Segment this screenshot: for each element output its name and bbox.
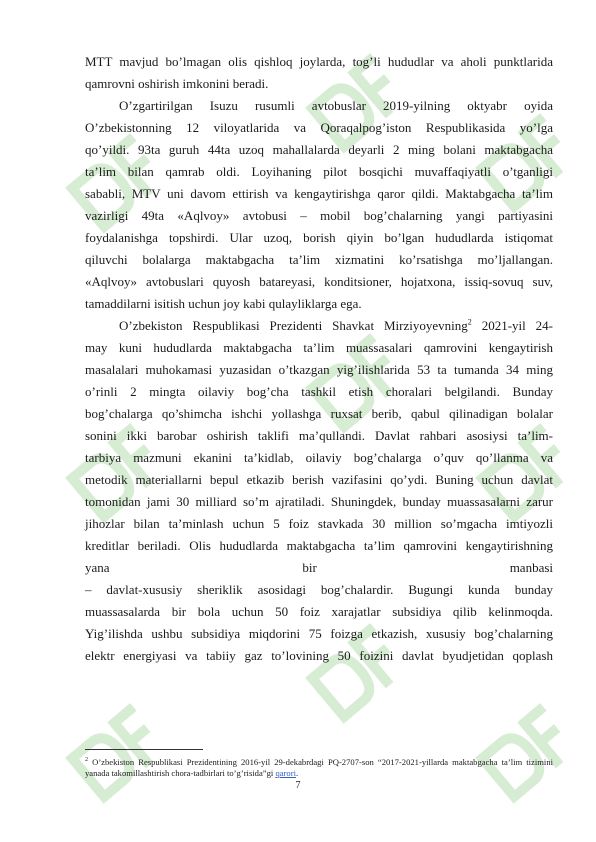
paragraph-line: bog’chalarga qo’shimcha ishchi yollashga ruxsat berib, qabul qilinadigan bolalar <box>85 406 553 421</box>
paragraph-1 <box>85 51 553 95</box>
paragraph-line: masalalari muhokamasi yuzasidan o’tkazgan yig’ilishlarida 53 ta tumanda 34 ming <box>85 362 553 377</box>
footnote-marker: 2 <box>85 757 88 763</box>
paragraph-line: sonini ikki barobar oshirish taklifi ma’qullandi. Davlat rahbari asosiysi ta’lim- <box>85 428 553 443</box>
paragraph-line: tarbiya mazmuni ekanini ta’kidlab, oilaviy bog’chalarga o’quv qo’llanma va <box>85 450 553 465</box>
paragraph-line <box>85 557 553 579</box>
paragraph-line: jihozlar bilan ta’minlash uchun 5 foiz stavkada 30 million so’mgacha imtiyozli <box>85 516 553 531</box>
footnote-reference[interactable]: 2 <box>467 317 472 327</box>
paragraph-line <box>85 315 553 337</box>
paragraph-3-continued <box>85 557 553 667</box>
paragraph-line: tamaddilarni isitish uchun joy kabi qulayliklarga ega. <box>85 296 362 311</box>
paragraph-line: elektr energiyasi va tabiiy gaz to’lovining 50 foizini davlat byudjetidan qoplash <box>85 648 553 663</box>
paragraph-line: o’rinli 2 mingta oilaviy bog’cha tashkil etish choralari belgilandi. Bunday <box>85 384 553 399</box>
paragraph-line: muassasalarda bir bola uchun 50 foiz xarajatlar subsidiya qilib kelinmoqda. <box>85 604 553 619</box>
word: yana <box>85 560 110 575</box>
paragraph-line: qo’yildi. 93ta guruh 44ta uzoq mahallalarda deyarli 2 ming bolani maktabgacha <box>85 142 553 157</box>
paragraph-line: tomonidan jami 30 milliard so’m ajratiladi. Shuningdek, bunday muassasalarni zarur <box>85 494 553 509</box>
page-number: 7 <box>295 780 301 791</box>
footnote-separator <box>85 749 203 750</box>
paragraph-line: O’zbekistonning 12 viloyatlarida va Qoraqalpog’iston Respublikasida yo’lga <box>85 120 553 135</box>
paragraph-line: O’zgartirilgan Isuzu rusumli avtobuslar 2019-yilning oktyabr oyida <box>119 98 553 113</box>
paragraph-line: ta’lim bilan qamrab oldi. Loyihaning pilot bosqichi muvaffaqiyatli o’tganligi <box>85 164 553 179</box>
paragraph-line: «Aqlvoy» avtobuslari quyosh batareyasi, konditsioner, hojatxona, issiq-sovuq suv, <box>85 274 553 289</box>
footnote <box>85 755 553 779</box>
footnote-link[interactable]: qarori <box>275 767 296 778</box>
paragraph-3 <box>85 315 553 557</box>
paragraph-2 <box>85 95 553 315</box>
paragraph-line: kreditlar beriladi. Olis hududlarda maktabgacha ta’lim qamrovini kengaytirishning <box>85 538 553 553</box>
word: bir <box>302 560 317 575</box>
paragraph-line: sababli, MTV uni davom ettirish va kengaytirishga qaror qildi. Maktabgacha ta’lim <box>85 186 553 201</box>
text-span: O’zbekiston Respublikasi Prezidenti Shavkat Mirziyoyevning <box>119 318 468 333</box>
paragraph-line: vazirligi 49ta «Aqlvoy» avtobusi – mobil bog’chalarning yangi partiyasini <box>85 208 553 223</box>
paragraph-line: MTT mavjud bo’lmagan olis qishloq joylarda, tog’li hududlar va aholi punktlarida <box>85 54 553 69</box>
footnote-end: . <box>295 767 299 778</box>
paragraph-line: qamrovni oshirish imkonini beradi. <box>85 76 269 91</box>
document-body <box>85 51 553 667</box>
paragraph-line: qiluvchi bolalarga maktabgacha ta’lim xizmatini ko’rsatishga mo’ljallangan. <box>85 252 553 267</box>
footnote-text: O’zbekiston Respublikasi Prezidentining 2016-yil 29-dekabrdagi PQ-2707-son “2017-2021-yillarda maktabgacha ta’lim tizimini yanada takomillashtirish chora-tadbirlari to’g’risida”gi <box>85 756 553 778</box>
paragraph-line: Yig’ilishda ushbu subsidiya miqdorini 75 foizga etkazish, xususiy bog’chalarning <box>85 626 553 641</box>
word: manbasi <box>509 560 554 575</box>
paragraph-line: foydalanishga topshirdi. Ular uzoq, borish qiyin bo’lgan hududlarda istiqomat <box>85 230 553 245</box>
text-span: 2021-yil 24- <box>471 318 553 333</box>
paragraph-line: metodik materiallarni bepul etkazib berish vazifasini qo’ydi. Buning uchun davlat <box>85 472 553 487</box>
paragraph-line: may kuni hududlarda maktabgacha ta’lim muassasalari qamrovini kengaytirish <box>85 340 553 355</box>
paragraph-line: – davlat-xususiy sheriklik asosidagi bog’chalardir. Bugungi kunda bunday <box>85 582 553 597</box>
